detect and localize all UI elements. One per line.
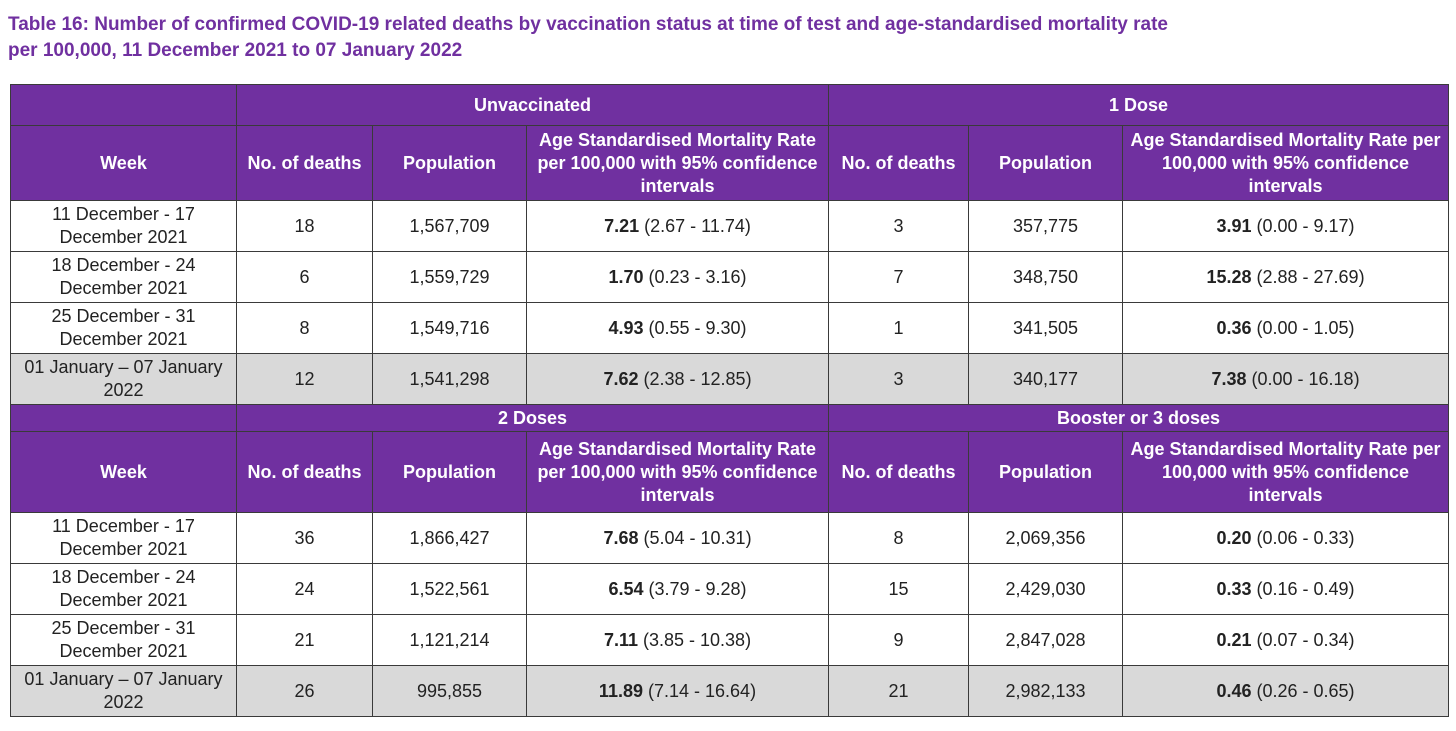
confidence-interval: (0.07 - 0.34) <box>1256 629 1355 650</box>
confidence-interval: (0.00 - 1.05) <box>1256 317 1355 338</box>
rate-cell <box>527 513 829 564</box>
rate-cell <box>1123 666 1449 717</box>
population-cell: 1,541,298 <box>373 354 527 405</box>
rate-value: 0.21 <box>1216 629 1252 650</box>
header-rate: Age Standardised Mortality Rate per 100,000 with 95% confidence intervals <box>1123 126 1449 201</box>
week-cell: 11 December - 17 December 2021 <box>11 513 237 564</box>
confidence-interval: (2.67 - 11.74) <box>644 215 751 236</box>
header-population: Population <box>373 432 527 513</box>
deaths-cell: 24 <box>237 564 373 615</box>
header-week: Week <box>11 432 237 513</box>
rate-value: 0.33 <box>1216 578 1252 599</box>
header-rate: Age Standardised Mortality Rate per 100,000 with 95% confidence intervals <box>1123 432 1449 513</box>
rate-cell <box>527 666 829 717</box>
table-row <box>11 303 1449 354</box>
rate-cell <box>1123 513 1449 564</box>
population-cell: 1,567,709 <box>373 201 527 252</box>
header-week: Week <box>11 126 237 201</box>
header-deaths: No. of deaths <box>237 432 373 513</box>
rate-value: 0.36 <box>1216 317 1252 338</box>
rate-value: 6.54 <box>608 578 644 599</box>
rate-cell <box>527 354 829 405</box>
confidence-interval: (2.88 - 27.69) <box>1256 266 1365 287</box>
header-deaths: No. of deaths <box>237 126 373 201</box>
rate-value: 7.68 <box>603 527 639 548</box>
mortality-table <box>10 84 1449 717</box>
confidence-interval: (5.04 - 10.31) <box>643 527 752 548</box>
rate-cell <box>1123 303 1449 354</box>
rate-cell <box>1123 564 1449 615</box>
deaths-cell: 21 <box>237 615 373 666</box>
deaths-cell: 26 <box>237 666 373 717</box>
deaths-cell: 9 <box>829 615 969 666</box>
rate-cell <box>1123 354 1449 405</box>
week-cell: 25 December - 31 December 2021 <box>11 615 237 666</box>
rate-cell <box>1123 615 1449 666</box>
rate-value: 7.11 <box>603 629 638 650</box>
table-row <box>11 615 1449 666</box>
rate-value: 11.89 <box>598 680 643 701</box>
group-booster: Booster or 3 doses <box>829 405 1449 432</box>
rate-cell <box>527 303 829 354</box>
header-rate: Age Standardised Mortality Rate per 100,000 with 95% confidence intervals <box>527 432 829 513</box>
deaths-cell: 3 <box>829 201 969 252</box>
table-row <box>11 564 1449 615</box>
header-deaths: No. of deaths <box>829 432 969 513</box>
deaths-cell: 3 <box>829 354 969 405</box>
confidence-interval: (0.06 - 0.33) <box>1256 527 1355 548</box>
confidence-interval: (0.26 - 0.65) <box>1256 680 1355 701</box>
rate-cell <box>527 564 829 615</box>
rate-cell <box>527 615 829 666</box>
population-cell: 341,505 <box>969 303 1123 354</box>
header-rate: Age Standardised Mortality Rate per 100,000 with 95% confidence intervals <box>527 126 829 201</box>
deaths-cell: 21 <box>829 666 969 717</box>
confidence-interval: (2.38 - 12.85) <box>643 368 752 389</box>
confidence-interval: (7.14 - 16.64) <box>648 680 757 701</box>
deaths-cell: 15 <box>829 564 969 615</box>
caption-line-1: Table 16: Number of confirmed COVID-19 related deaths by vaccination status at time of test and age-standardised mortality rate <box>8 14 1168 35</box>
population-cell: 1,121,214 <box>373 615 527 666</box>
week-cell: 25 December - 31 December 2021 <box>11 303 237 354</box>
rate-value: 4.93 <box>608 317 644 338</box>
population-cell: 995,855 <box>373 666 527 717</box>
rate-value: 0.46 <box>1216 680 1252 701</box>
population-cell: 340,177 <box>969 354 1123 405</box>
population-cell: 357,775 <box>969 201 1123 252</box>
section-2-body <box>11 513 1449 717</box>
rate-cell <box>1123 201 1449 252</box>
rate-cell <box>527 201 829 252</box>
confidence-interval: (0.23 - 3.16) <box>648 266 747 287</box>
population-cell: 1,549,716 <box>373 303 527 354</box>
population-cell: 2,429,030 <box>969 564 1123 615</box>
confidence-interval: (0.55 - 9.30) <box>648 317 747 338</box>
section-1-body <box>11 201 1449 405</box>
header-population: Population <box>969 432 1123 513</box>
population-cell: 2,847,028 <box>969 615 1123 666</box>
table-row <box>11 513 1449 564</box>
table-caption <box>8 12 1448 64</box>
caption-line-2: per 100,000, 11 December 2021 to 07 January 2022 <box>8 40 463 61</box>
week-cell: 18 December - 24 December 2021 <box>11 252 237 303</box>
deaths-cell: 1 <box>829 303 969 354</box>
deaths-cell: 12 <box>237 354 373 405</box>
rate-value: 7.62 <box>603 368 639 389</box>
population-cell: 1,866,427 <box>373 513 527 564</box>
group-blank <box>11 85 237 126</box>
deaths-cell: 8 <box>237 303 373 354</box>
group-2-doses: 2 Doses <box>237 405 829 432</box>
table-row <box>11 354 1449 405</box>
confidence-interval: (0.00 - 16.18) <box>1251 368 1360 389</box>
rate-value: 7.38 <box>1211 368 1247 389</box>
header-population: Population <box>373 126 527 201</box>
table-row <box>11 666 1449 717</box>
group-blank <box>11 405 237 432</box>
week-cell: 01 January – 07 January 2022 <box>11 354 237 405</box>
deaths-cell: 7 <box>829 252 969 303</box>
population-cell: 348,750 <box>969 252 1123 303</box>
population-cell: 2,069,356 <box>969 513 1123 564</box>
population-cell: 2,982,133 <box>969 666 1123 717</box>
deaths-cell: 8 <box>829 513 969 564</box>
header-deaths: No. of deaths <box>829 126 969 201</box>
week-cell: 18 December - 24 December 2021 <box>11 564 237 615</box>
rate-value: 7.21 <box>604 215 640 236</box>
rate-value: 0.20 <box>1216 527 1252 548</box>
deaths-cell: 18 <box>237 201 373 252</box>
confidence-interval: (0.16 - 0.49) <box>1256 578 1355 599</box>
confidence-interval: (0.00 - 9.17) <box>1256 215 1355 236</box>
rate-value: 15.28 <box>1206 266 1252 287</box>
rate-cell <box>1123 252 1449 303</box>
table-row <box>11 252 1449 303</box>
header-population: Population <box>969 126 1123 201</box>
week-cell: 11 December - 17 December 2021 <box>11 201 237 252</box>
deaths-cell: 6 <box>237 252 373 303</box>
rate-value: 1.70 <box>608 266 644 287</box>
confidence-interval: (3.79 - 9.28) <box>648 578 747 599</box>
rate-cell <box>527 252 829 303</box>
group-unvaccinated: Unvaccinated <box>237 85 829 126</box>
population-cell: 1,559,729 <box>373 252 527 303</box>
population-cell: 1,522,561 <box>373 564 527 615</box>
rate-value: 3.91 <box>1216 215 1252 236</box>
group-1-dose: 1 Dose <box>829 85 1449 126</box>
table-row <box>11 201 1449 252</box>
deaths-cell: 36 <box>237 513 373 564</box>
confidence-interval: (3.85 - 10.38) <box>643 629 752 650</box>
week-cell: 01 January – 07 January 2022 <box>11 666 237 717</box>
